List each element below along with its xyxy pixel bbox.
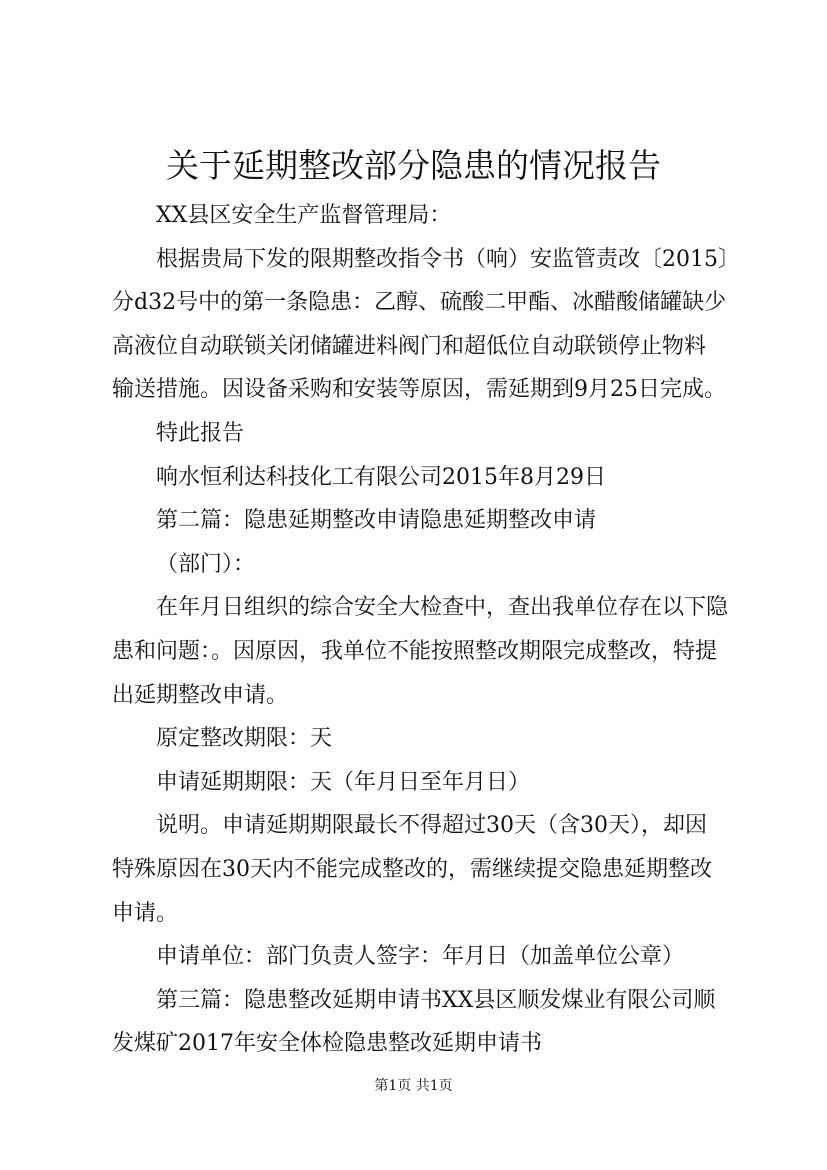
paragraph-line: 在年月日组织的综合安全大检查中，查出我单位存在以下隐	[156, 595, 729, 621]
paragraph-line: 申请。	[112, 900, 179, 926]
paragraph-line: 输送措施。因设备采购和安装等原因，需延期到9月25日完成。	[112, 377, 726, 403]
section-heading: 第二篇：隐患延期整改申请隐患延期整改申请	[156, 508, 597, 534]
paragraph-line: 高液位自动联锁关闭储罐进料阀门和超低位自动联锁停止物料	[112, 333, 707, 359]
document-body	[112, 194, 744, 1066]
paragraph-line: 根据贵局下发的限期整改指令书（响）安监管责改〔2015〕	[156, 246, 740, 272]
original-deadline-line: 原定整改期限：天	[156, 726, 333, 752]
paragraph-line: 患和问题：。因原因，我单位不能按照整改期限完成整改，特提	[112, 638, 718, 664]
paragraph-line: 特殊原因在30天内不能完成整改的，需继续提交隐患延期整改	[112, 856, 712, 882]
closing-line: 特此报告	[156, 420, 245, 446]
section-heading: 第三篇：隐患整改延期申请书XX县区顺发煤业有限公司顺	[156, 987, 716, 1013]
department-line: （部门）：	[156, 551, 256, 577]
page-number: 第1页 共1页	[374, 1078, 453, 1094]
applicant-line: 申请单位：部门负责人签字：年月日（加盖单位公章）	[156, 944, 685, 970]
signature-line: 响水恒利达科技化工有限公司2015年8月29日	[156, 464, 606, 490]
addressee-line: XX县区安全生产监督管理局：	[156, 203, 452, 228]
paragraph-line: 说明。申请延期期限最长不得超过30天（含30天），却因	[156, 813, 707, 839]
document-title: 关于延期整改部分隐患的情况报告	[166, 146, 661, 185]
extension-period-line: 申请延期期限：天（年月日至年月日）	[156, 769, 531, 795]
paragraph-line: 分d32号中的第一条隐患：乙醇、硫酸二甲酯、冰醋酸储罐缺少	[112, 290, 727, 316]
paragraph-line: 发煤矿2017年安全体检隐患整改延期申请书	[112, 1031, 542, 1057]
paragraph-line: 出延期整改申请。	[112, 682, 289, 708]
